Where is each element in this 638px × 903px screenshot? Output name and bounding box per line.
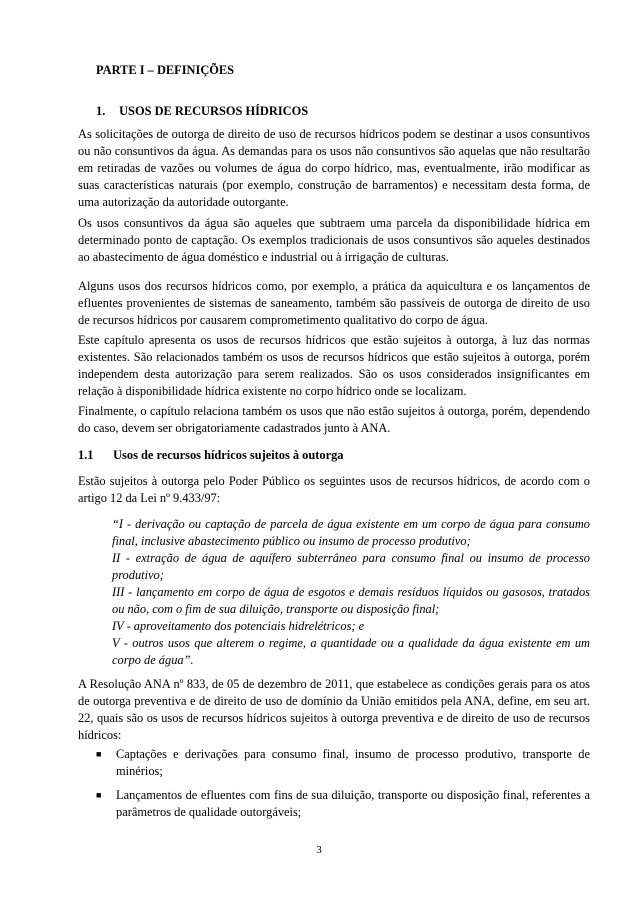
- intro-paragraph: Estão sujeitos à outorga pelo Poder Público os seguintes usos de recursos hídricos, de acordo com o artigo 12 da Lei nº 9.433/97:: [78, 474, 590, 505]
- quote-line: “I - derivação ou captação de parcela de água existente em um corpo de água para consumo final, inclusive abastecimento público ou insumo de processo produtivo;: [112, 517, 590, 548]
- quote-line: II - extração de água de aquífero subterrâneo para consumo final ou insumo de processo produtivo;: [112, 551, 590, 582]
- paragraph: Alguns usos dos recursos hídricos como, por exemplo, a prática da aquicultura e os lançamentos de efluentes provenientes de sistemas de saneamento, também são passíveis de outorga de direito de uso de recursos hídricos por causarem comprometimento qualitativo do corpo de água.: [78, 279, 590, 327]
- list-item: [96, 746, 590, 780]
- list-item-text: Captações e derivações para consumo final, insumo de processo produtivo, transporte de minérios;: [116, 747, 590, 778]
- section-title: USOS DE RECURSOS HÍDRICOS: [119, 104, 309, 118]
- list-item-text: Lançamentos de efluentes com fins de sua diluição, transporte ou disposição final, referentes a parâmetros de qualidade outorgáveis;: [116, 788, 590, 819]
- paragraph: Finalmente, o capítulo relaciona também os usos que não estão sujeitos à outorga, porém, dependendo do caso, devem ser obrigatoriamente cadastrados junto à ANA.: [78, 404, 590, 435]
- page-number: 3: [316, 844, 322, 856]
- quote-line: V - outros usos que alterem o regime, a quantidade ou a qualidade da água existente em um corpo de água”.: [112, 636, 590, 667]
- quote-line: III - lançamento em corpo de água de esgotos e demais resíduos líquidos ou gasosos, tratados ou não, com o fim de sua diluição, transporte ou disposição final;: [112, 585, 590, 616]
- list-item: [96, 787, 590, 821]
- resolution-paragraph: A Resolução ANA nº 833, de 05 de dezembro de 2011, que estabelece as condições gerais para os atos de outorga preventiva e de direito de uso de domínio da União emitidos pela ANA, define, em seu art. 22, quais são os usos de recursos hídricos sujeitos à outorga preventiva e de direito de uso de recursos hídricos:: [78, 677, 590, 742]
- square-bullet-icon: ■: [96, 790, 102, 800]
- square-bullet-icon: ■: [96, 749, 102, 759]
- part-heading: PARTE I – DEFINIÇÕES: [96, 63, 235, 77]
- paragraph: Este capítulo apresenta os usos de recursos hídricos que estão sujeitos à outorga, à luz das normas existentes. São relacionados também os usos de recursos hídricos que estão sujeitos à outorga, porém independem desta autorização para serem realizados. São os usos considerados insignificantes em relação à disponibilidade hídrica existente no corpo hídrico onde se localizam.: [78, 333, 590, 398]
- subsection-number: 1.1: [78, 448, 94, 462]
- subsection-heading: [78, 447, 590, 464]
- paragraph: Os usos consuntivos da água são aqueles que subtraem uma parcela da disponibilidade hídrica em determinado ponto de captação. Os exemplos tradicionais de usos consuntivos são aqueles destinados ao abastecimento de água doméstico e industrial ou à irrigação de culturas.: [78, 216, 590, 264]
- quote-line: IV - aproveitamento dos potenciais hidrelétricos; e: [112, 619, 365, 633]
- paragraph: As solicitações de outorga de direito de uso de recursos hídricos podem se destinar a usos consuntivos ou não consuntivos da água. As demandas para os usos não consuntivos são aquelas que não resultarão em retiradas de vazões ou volumes de água do corpo hídrico, mas, eventualmente, irão modificar as suas características naturais (por exemplo, construção de barramentos) e necessitam desta forma, de uma autorização da autoridade outorgante.: [78, 127, 590, 209]
- section-heading: [96, 103, 608, 120]
- subsection-title: Usos de recursos hídricos sujeitos à outorga: [113, 448, 344, 462]
- section-number: 1.: [96, 104, 106, 118]
